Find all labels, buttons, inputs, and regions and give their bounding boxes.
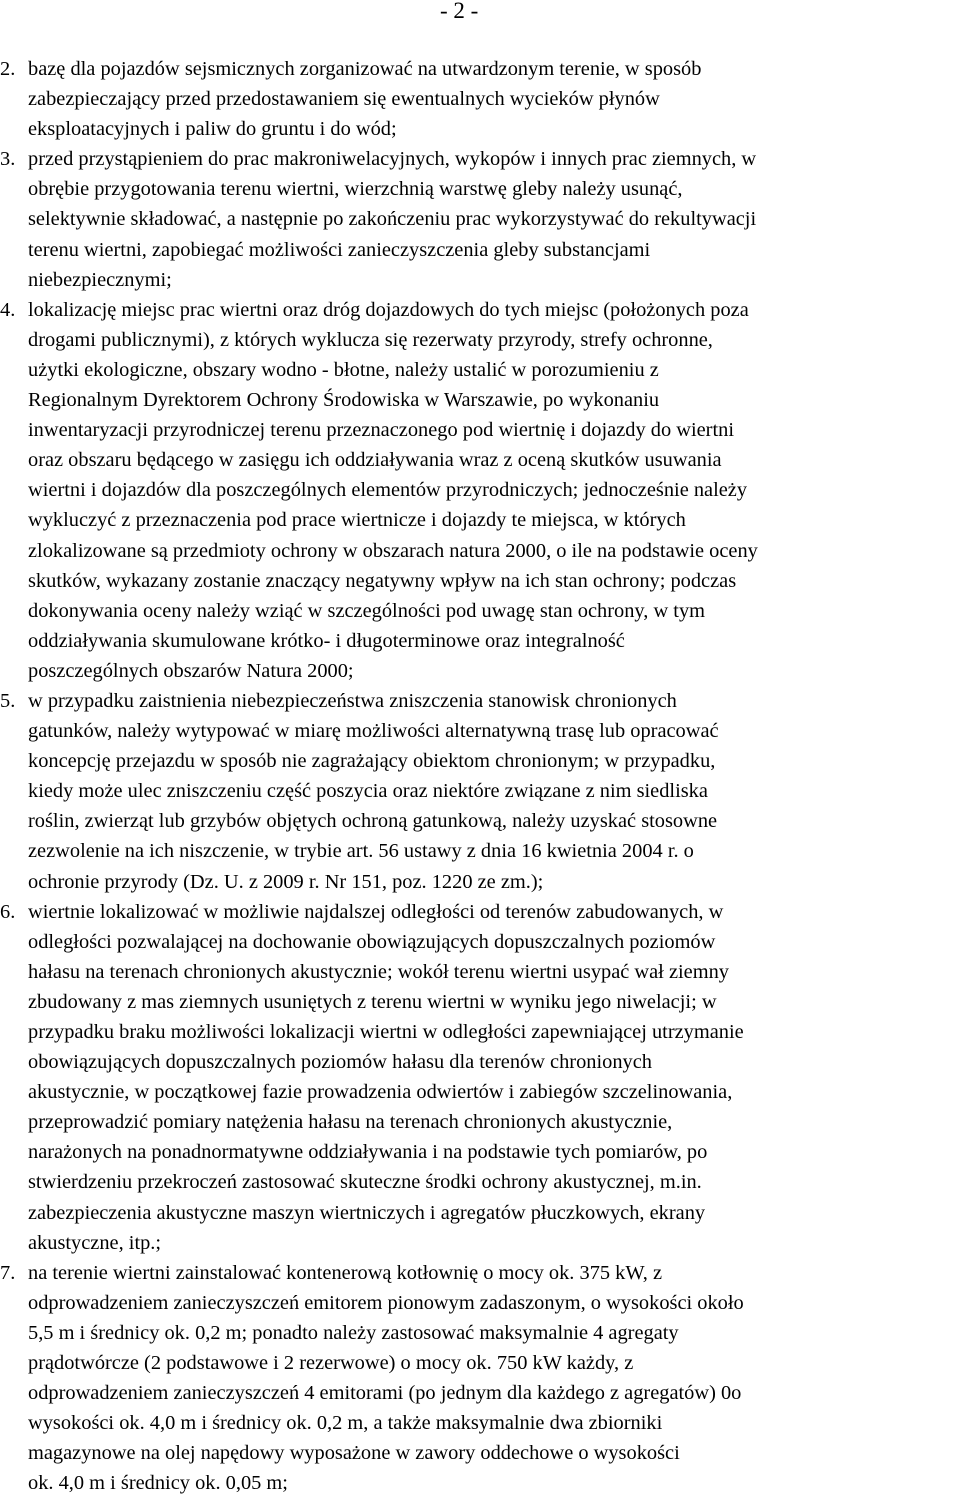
page-number: - 2 - [440,0,479,23]
list-item-text [28,1258,958,1499]
text-line: oraz obszaru będącego w zasięgu ich oddziaływania wraz z oceną skutków usuwania [28,449,722,472]
list-item-number: 3. [0,148,16,171]
text-line: przeprowadzić pomiary natężenia hałasu na terenach chronionych akustycznie, [28,1111,673,1134]
conditions-list [0,54,958,1499]
list-item [0,54,958,144]
text-line: bazę dla pojazdów sejsmicznych zorganizować na utwardzonym terenie, w sposób [28,58,702,80]
text-line: odprowadzeniem zanieczyszczeń 4 emitorami (po jednym dla każdego z agregatów) 0o [28,1382,742,1405]
text-line: gatunków, należy wytypować w miarę możliwości alternatywną trasę lub opracować [28,720,719,743]
text-line: akustyczne, itp.; [28,1231,162,1254]
text-line: selektywnie składować, a następnie po zakończeniu prac wykorzystywać do rekultywacji [28,208,757,231]
text-line: ok. 4,0 m i średnicy ok. 0,05 m; [28,1472,288,1495]
text-line: hałasu na terenach chronionych akustycznie; wokół terenu wiertni usypać wał ziemny [28,960,729,983]
list-item-text [28,686,958,897]
text-line: drogami publicznymi), z których wyklucza się rezerwaty przyrody, strefy ochronne, [28,328,713,351]
text-line: terenu wiertni, zapobiegać możliwości zanieczyszczenia gleby substancjami [28,238,651,261]
text-line: roślin, zwierząt lub grzybów objętych ochroną gatunkową, należy uzyskać stosowne [28,810,718,833]
text-line: lokalizację miejsc prac wiertni oraz dróg dojazdowych do tych miejsc (położonych poza [28,298,749,321]
text-line: magazynowe na olej napędowy wyposażone w zawory oddechowe o wysokości [28,1442,680,1465]
text-line: koncepcję przejazdu w sposób nie zagrażający obiektom chronionym; w przypadku, [28,750,716,773]
list-item [0,1258,958,1499]
list-item-number: 2. [0,58,16,80]
text-line: użytki ekologiczne, obszary wodno - błotne, należy ustalić w porozumieniu z [28,358,659,381]
text-line: dokonywania oceny należy wziąć w szczególności pod uwagę stan ochrony, w tym [28,599,706,622]
list-item [0,897,958,1258]
text-line: w przypadku zaistnienia niebezpieczeństwa zniszczenia stanowisk chronionych [28,689,677,712]
text-line: eksploatacyjnych i paliw do gruntu i do wód; [28,118,397,141]
text-line: wykluczyć z przeznaczenia pod prace wiertnicze i dojazdy te miejsca, w których [28,509,686,532]
text-line: na terenie wiertni zainstalować kontenerową kotłownię o mocy ok. 375 kW, z [28,1261,662,1284]
list-item-number: 7. [0,1261,16,1284]
list-item-text [28,897,958,1258]
list-item-number: 5. [0,689,16,712]
list-item [0,686,958,897]
text-line: zbudowany z mas ziemnych usuniętych z terenu wiertni w wyniku jego niwelacji; w [28,990,717,1013]
text-line: ochronie przyrody (Dz. U. z 2009 r. Nr 151, poz. 1220 ze zm.); [28,870,544,893]
list-item-text [28,54,958,144]
list-item [0,144,958,294]
text-line: zezwolenie na ich niszczenie, w trybie art. 56 ustawy z dnia 16 kwietnia 2004 r. o [28,840,694,863]
list-item-number: 6. [0,900,16,923]
list-item-text [28,295,958,686]
text-line: narażonych na ponadnormatywne oddziaływania i na podstawie tych pomiarów, po [28,1141,708,1164]
text-line: kiedy może ulec zniszczeniu część poszycia oraz niektóre związane z nim siedliska [28,780,708,803]
text-line: wysokości ok. 4,0 m i średnicy ok. 0,2 m, a także maksymalnie dwa zbiorniki [28,1412,663,1435]
list-item-text [28,144,958,294]
text-line: akustycznie, w początkowej fazie prowadzenia odwiertów i zabiegów szczelinowania, [28,1081,733,1104]
text-line: obowiązujących dopuszczalnych poziomów hałasu dla terenów chronionych [28,1051,652,1074]
text-line: wiertnie lokalizować w możliwie najdalszej odległości od terenów zabudowanych, w [28,900,724,923]
text-line: skutków, wykazany zostanie znaczący negatywny wpływ na ich stan ochrony; podczas [28,569,737,592]
text-line: prądotwórcze (2 podstawowe i 2 rezerwowe) o mocy ok. 750 kW każdy, z [28,1352,634,1375]
text-line: przed przystąpieniem do prac makroniwelacyjnych, wykopów i innych prac ziemnych, w [28,148,757,171]
text-line: wiertni i dojazdów dla poszczególnych elementów przyrodniczych; jednocześnie należy [28,479,748,502]
text-line: odległości pozwalającej na dochowanie obowiązujących dopuszczalnych poziomów [28,930,716,953]
text-line: zabezpieczenia akustyczne maszyn wiertniczych i agregatów płuczkowych, ekrany [28,1201,706,1224]
text-line: niebezpiecznymi; [28,268,172,291]
text-line: poszczególnych obszarów Natura 2000; [28,659,354,682]
text-line: obrębie przygotowania terenu wiertni, wierzchnią warstwę gleby należy usunąć, [28,178,683,201]
text-line: przypadku braku możliwości lokalizacji wiertni w odległości zapewniającej utrzymanie [28,1021,744,1043]
text-line: oddziaływania skumulowane krótko- i długoterminowe oraz integralność [28,629,625,652]
text-line: zlokalizowane są przedmioty ochrony w obszarach natura 2000, o ile na podstawie oceny [28,539,758,562]
list-item [0,295,958,686]
text-line: inwentaryzacji przyrodniczej terenu przeznaczonego pod wiertnię i dojazdy do wiertni [28,419,734,442]
text-line: Regionalnym Dyrektorem Ochrony Środowiska w Warszawie, po wykonaniu [28,389,660,412]
list-item-number: 4. [0,298,16,321]
text-line: zabezpieczający przed przedostawaniem się ewentualnych wycieków płynów [28,88,660,111]
text-line: stwierdzeniu przekroczeń zastosować skuteczne środki ochrony akustycznej, m.in. [28,1171,702,1194]
text-line: 5,5 m i średnicy ok. 0,2 m; ponadto należy zastosować maksymalnie 4 agregaty [28,1321,679,1344]
text-line: odprowadzeniem zanieczyszczeń emitorem pionowym zadaszonym, o wysokości około [28,1291,744,1314]
